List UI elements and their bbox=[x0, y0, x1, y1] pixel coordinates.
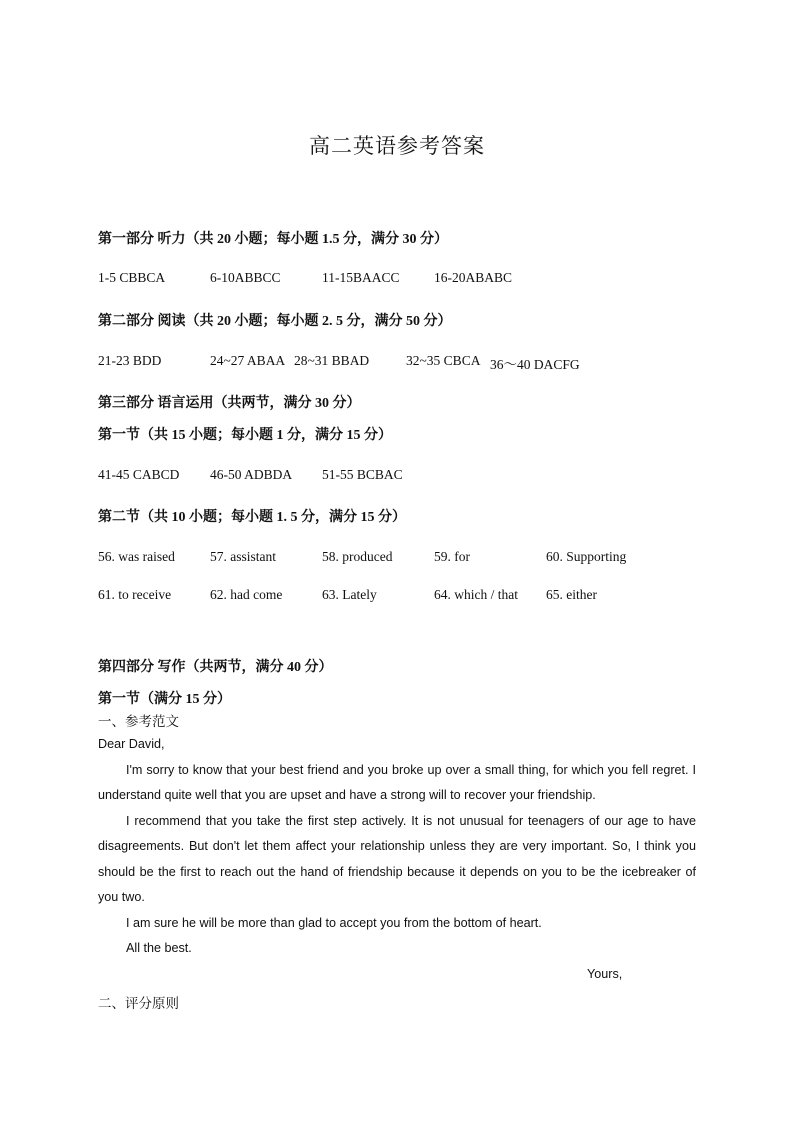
answer-group: 28~31 BBAD bbox=[294, 353, 370, 368]
letter-closing: Yours, bbox=[587, 967, 623, 981]
part1-heading: 第一部分 听力（共 20 小题；每小题 1.5 分，满分 30 分） bbox=[98, 232, 448, 247]
fill-in-answer: 56. was raised bbox=[98, 549, 175, 564]
answer-group: 16-20ABABC bbox=[434, 270, 513, 285]
letter-sign-off: All the best. bbox=[126, 941, 192, 955]
fill-in-answer: 65. either bbox=[546, 587, 597, 602]
fill-in-answer: 57. assistant bbox=[210, 549, 276, 564]
answer-group: 51-55 BCBAC bbox=[322, 467, 403, 482]
letter-paragraph: I recommend that you take the first step actively. It is not unusual for teenagers of our age to have disagreements. But don't let them affect your relationship unless they are very important. So, I think you should be the first to reach out the hand of friendship because it depends on you to be the icebreaker of you two. bbox=[98, 813, 696, 904]
fill-in-answer: 62. had come bbox=[210, 587, 283, 602]
letter-paragraph: I'm sorry to know that your best friend and you broke up over a small thing, for which you fell regret. I understand quite well that you are upset and have a strong will to recover your friendship. bbox=[98, 762, 696, 802]
part2-heading: 第二部分 阅读（共 20 小题；每小题 2. 5 分，满分 50 分） bbox=[98, 314, 452, 329]
answer-group: 6-10ABBCC bbox=[210, 270, 281, 285]
sample-letter bbox=[98, 732, 696, 962]
answer-group: 32~35 CBCA bbox=[406, 353, 481, 368]
fill-in-answer: 61. to receive bbox=[98, 587, 172, 602]
part4-heading: 第四部分 写作（共两节，满分 40 分） bbox=[98, 660, 333, 675]
fill-in-answer: 58. produced bbox=[322, 549, 393, 564]
answer-group: 46-50 ADBDA bbox=[210, 467, 293, 482]
answer-group: 41-45 CABCD bbox=[98, 467, 180, 482]
answer-group: 1-5 CBBCA bbox=[98, 270, 166, 285]
fill-in-answer: 64. which / that bbox=[434, 587, 518, 602]
answer-group: 11-15BAACC bbox=[322, 270, 400, 285]
part3-heading: 第三部分 语言运用（共两节，满分 30 分） bbox=[98, 396, 361, 411]
letter-paragraph: I am sure he will be more than glad to accept you from the bottom of heart. bbox=[126, 915, 542, 930]
fill-in-answer: 59. for bbox=[434, 549, 470, 564]
answer-group: 36～40 DACFG bbox=[490, 357, 580, 372]
sample-essay-label: 一、参考范文 bbox=[98, 714, 179, 729]
part3-section2-heading: 第二节（共 10 小题；每小题 1. 5 分，满分 15 分） bbox=[98, 510, 406, 525]
letter-greeting: Dear David, bbox=[98, 737, 165, 751]
part3-section1-heading: 第一节（共 15 小题；每小题 1 分，满分 15 分） bbox=[98, 428, 392, 443]
fill-in-answer: 60. Supporting bbox=[546, 549, 627, 564]
answer-group: 24~27 ABAA bbox=[210, 353, 286, 368]
part4-section1-heading: 第一节（满分 15 分） bbox=[98, 692, 231, 707]
fill-in-answer: 63. Lately bbox=[322, 587, 377, 602]
answer-group: 21-23 BDD bbox=[98, 353, 162, 368]
page-title: 高二英语参考答案 bbox=[309, 134, 485, 158]
scoring-principles-label: 二、评分原则 bbox=[98, 996, 179, 1011]
